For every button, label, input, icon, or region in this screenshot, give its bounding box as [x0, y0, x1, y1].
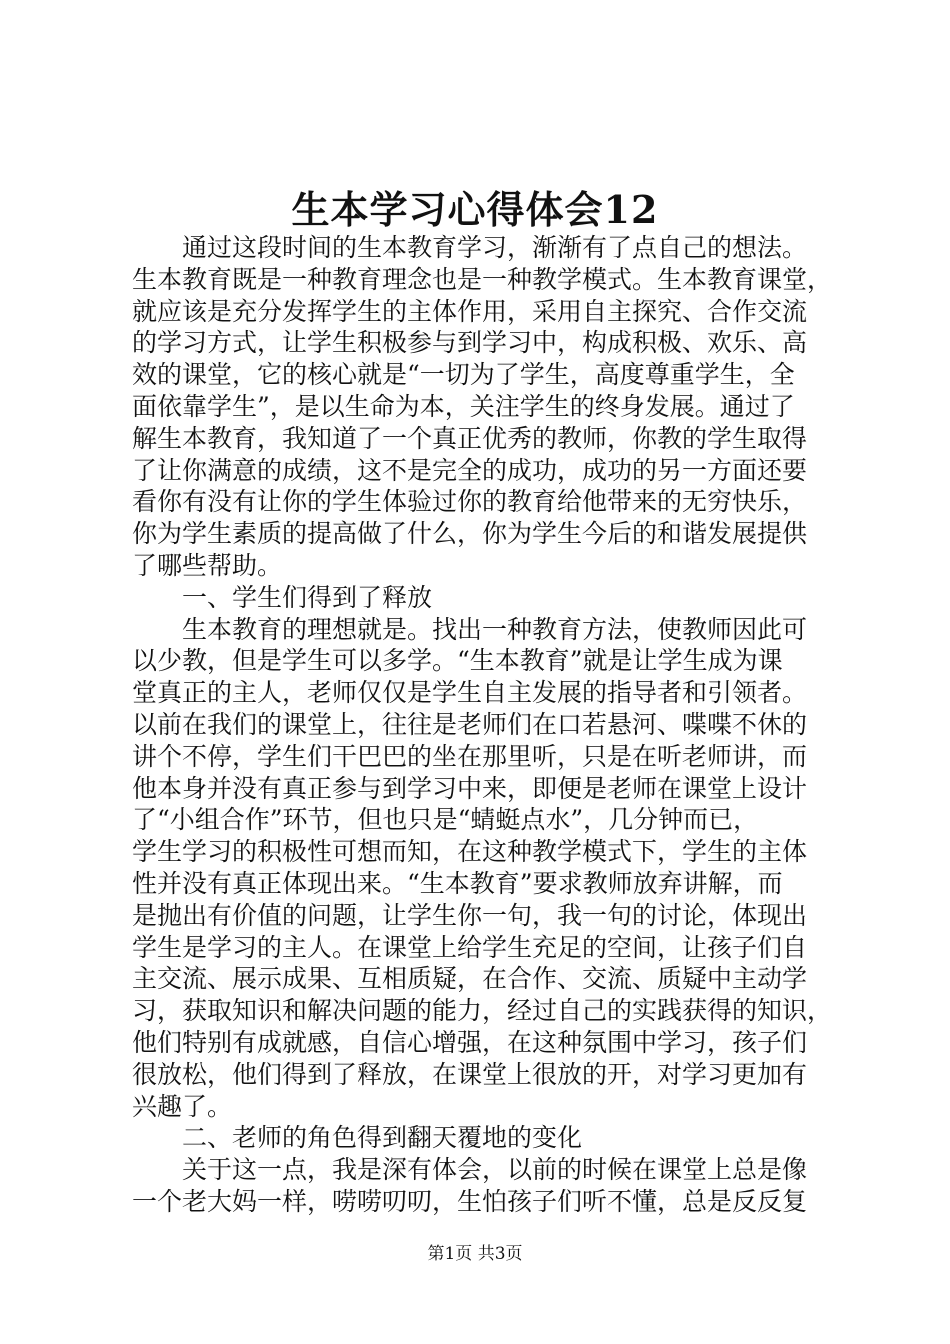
body-line: 看你有没有让你的学生体验过你的教育给他带来的无穷快乐，: [132, 487, 808, 517]
body-line: 他们特别有成就感，自信心增强，在这种氛围中学习，孩子们: [132, 1027, 808, 1057]
body-line: 堂真正的主人，老师仅仅是学生自主发展的指导者和引领者。: [132, 678, 808, 708]
body-line: 学生是学习的主人。在课堂上给学生充足的空间，让孩子们自: [132, 932, 808, 962]
body-line: 以前在我们的课堂上，往往是老师们在口若悬河、喋喋不休的: [132, 709, 808, 739]
body-line: 了“小组合作”环节，但也只是“蜻蜓点水”，几分钟而已，: [132, 805, 759, 835]
body-line: 关于这一点，我是深有体会，以前的时候在课堂上总是像: [132, 1155, 808, 1185]
body-line: 他本身并没有真正参与到学习中来，即便是老师在课堂上设计: [132, 773, 808, 803]
body-line: 就应该是充分发挥学生的主体作用，采用自主探究、合作交流: [132, 296, 808, 326]
body-line: 了让你满意的成绩，这不是完全的成功，成功的另一方面还要: [132, 455, 808, 485]
page-number-footer: 第1页 共3页: [427, 1244, 523, 1264]
body-line: 一个老大妈一样，唠唠叨叨，生怕孩子们听不懂，总是反反复: [132, 1186, 808, 1216]
body-line: 的学习方式，让学生积极参与到学习中，构成积极、欢乐、高: [132, 328, 808, 358]
body-line: 讲个不停，学生们干巴巴的坐在那里听，只是在听老师讲，而: [132, 741, 808, 771]
body-line: 你为学生素质的提高做了什么，你为学生今后的和谐发展提供: [132, 519, 808, 549]
body-line: 以少教，但是学生可以多学。“生本教育”就是让学生成为课: [132, 646, 783, 676]
body-line: 很放松，他们得到了释放，在课堂上很放的开，对学习更加有: [132, 1059, 808, 1089]
body-line: 主交流、展示成果、互相质疑，在合作、交流、质疑中主动学: [132, 964, 808, 994]
section-heading: 二、老师的角色得到翻天覆地的变化: [132, 1123, 583, 1153]
body-line: 了哪些帮助。: [132, 550, 283, 580]
body-line: 面依靠学生”，是以生命为本，关注学生的终身发展。通过了: [132, 391, 795, 421]
body-line: 通过这段时间的生本教育学习，渐渐有了点自己的想法。: [132, 233, 808, 262]
body-line: 生本教育既是一种教育理念也是一种教学模式。生本教育课堂，: [132, 264, 833, 294]
body-line: 习，获取知识和解决问题的能力，经过自己的实践获得的知识，: [132, 996, 833, 1026]
body-line: 学生学习的积极性可想而知，在这种教学模式下，学生的主体: [132, 837, 808, 867]
body-line: 性并没有真正体现出来。“生本教育”要求教师放弃讲解，而: [132, 868, 783, 898]
body-line: 效的课堂，它的核心就是“一切为了学生，高度尊重学生，全: [132, 360, 795, 390]
body-line: 是抛出有价值的问题，让学生你一句，我一句的讨论，体现出: [132, 900, 808, 930]
body-line: 生本教育的理想就是。找出一种教育方法，使教师因此可: [132, 614, 808, 644]
body-line: 解生本教育，我知道了一个真正优秀的教师，你教的学生取得: [132, 423, 808, 453]
body-line: 兴趣了。: [132, 1091, 233, 1121]
document-body: [132, 232, 832, 1218]
document-title: 生本学习心得体会12: [291, 187, 659, 232]
section-heading: 一、学生们得到了释放: [132, 582, 433, 612]
